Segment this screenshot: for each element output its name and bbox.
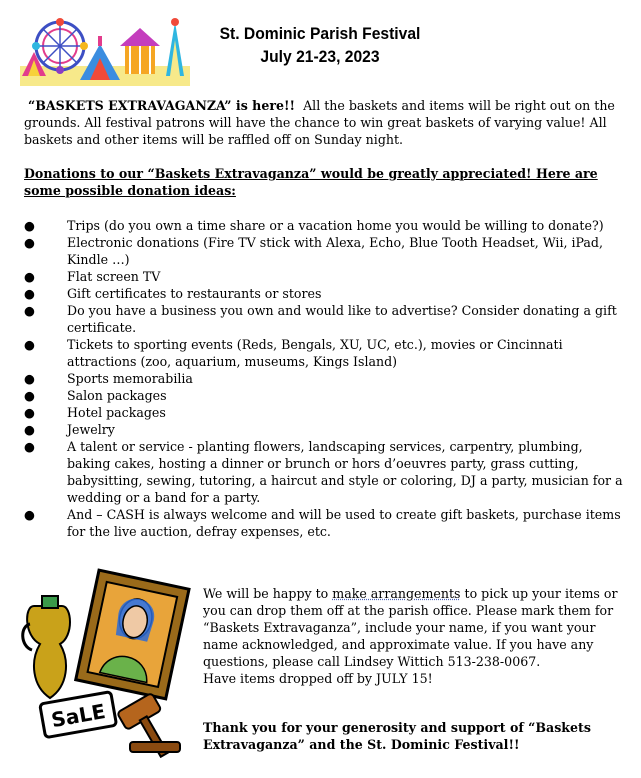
donation-heading: Donations to our “Baskets Extravaganza” would be greatly appreciated! Here are some possible donation ideas: [24, 166, 598, 198]
list-item: ● A talent or service - planting flowers, landscaping services, carpentry, plumbing, baking cakes, hosting a dinner or brunch or hors d’oeuvres party, grass cutting, babysitting, sewing, tutoring, a haircut and style or coloring, DJ a party, musician for a wedding or a band for a party. [24, 439, 623, 505]
auction-sale-illustration [20, 566, 194, 761]
festival-title: St. Dominic Parish Festival [219, 24, 421, 43]
bullet-icon: ● [24, 269, 35, 284]
arrangements-phrase: make arrangements [332, 586, 461, 601]
thank-you-message: Thank you for your generosity and support of “Baskets Extravaganza” and the St. Dominic Festival!! [203, 720, 591, 752]
list-item: ● Hotel packages [24, 405, 166, 420]
list-item: ● Sports memorabilia [24, 371, 193, 386]
list-item: ● Electronic donations (Fire TV stick with Alexa, Echo, Blue Tooth Headset, Wii, iPad, Kindle …) [24, 235, 604, 267]
list-item: ● Salon packages [24, 388, 167, 403]
donation-ideas-list [24, 217, 624, 540]
bullet-icon: ● [24, 303, 35, 318]
bullet-icon: ● [24, 405, 35, 420]
list-item: ● Tickets to sporting events (Reds, Bengals, XU, UC, etc.), movies or Cincinnati attractions (zoo, aquarium, museums, Kings Island) [24, 337, 563, 369]
list-item: ● Flat screen TV [24, 269, 161, 284]
bullet-icon: ● [24, 422, 35, 437]
intro-paragraph [24, 97, 624, 148]
bullet-icon: ● [24, 439, 35, 454]
list-item: ● Trips (do you own a time share or a vacation home you would be willing to donate?) [24, 218, 604, 233]
bullet-icon: ● [24, 507, 35, 522]
intro-lead: “BASKETS EXTRAVAGANZA” is here!! [28, 98, 296, 113]
bullet-icon: ● [24, 337, 35, 352]
drop-off-deadline: Have items dropped off by JULY 15! [203, 671, 433, 686]
sale-sign-text: SaLE [49, 699, 108, 733]
bullet-icon: ● [24, 286, 35, 301]
list-item: ● Do you have a business you own and would like to advertise? Consider donating a gift certificate. [24, 303, 617, 335]
bullet-icon: ● [24, 388, 35, 403]
festival-title-block [200, 22, 439, 68]
bullet-icon: ● [24, 218, 35, 233]
bullet-icon: ● [24, 235, 35, 250]
list-item: ● And – CASH is always welcome and will be used to create gift baskets, purchase items for the live auction, defray expenses, etc. [24, 507, 621, 539]
festival-dates: July 21-23, 2023 [260, 47, 380, 66]
bullet-icon: ● [24, 371, 35, 386]
festival-fairground-illustration [20, 14, 190, 86]
list-item: ● Gift certificates to restaurants or stores [24, 286, 322, 301]
intro-text: All the baskets and items will be right out on the grounds. All festival patrons will have the chance to win great baskets of varying value! All baskets and other items will be raffled off on Sunday night. [24, 98, 615, 147]
closing-paragraph: We will be happy to make arrangements to pick up your items or you can drop them off at the parish office. Please mark them for “Baskets Extravaganza”, include your name, if you want your name acknowledged, and approximate value. If you have any questions, please call Lindsey Wittich 513-238-0067. Have items dropped off by JULY 15! [203, 586, 618, 686]
list-item: ● Jewelry [24, 422, 115, 437]
